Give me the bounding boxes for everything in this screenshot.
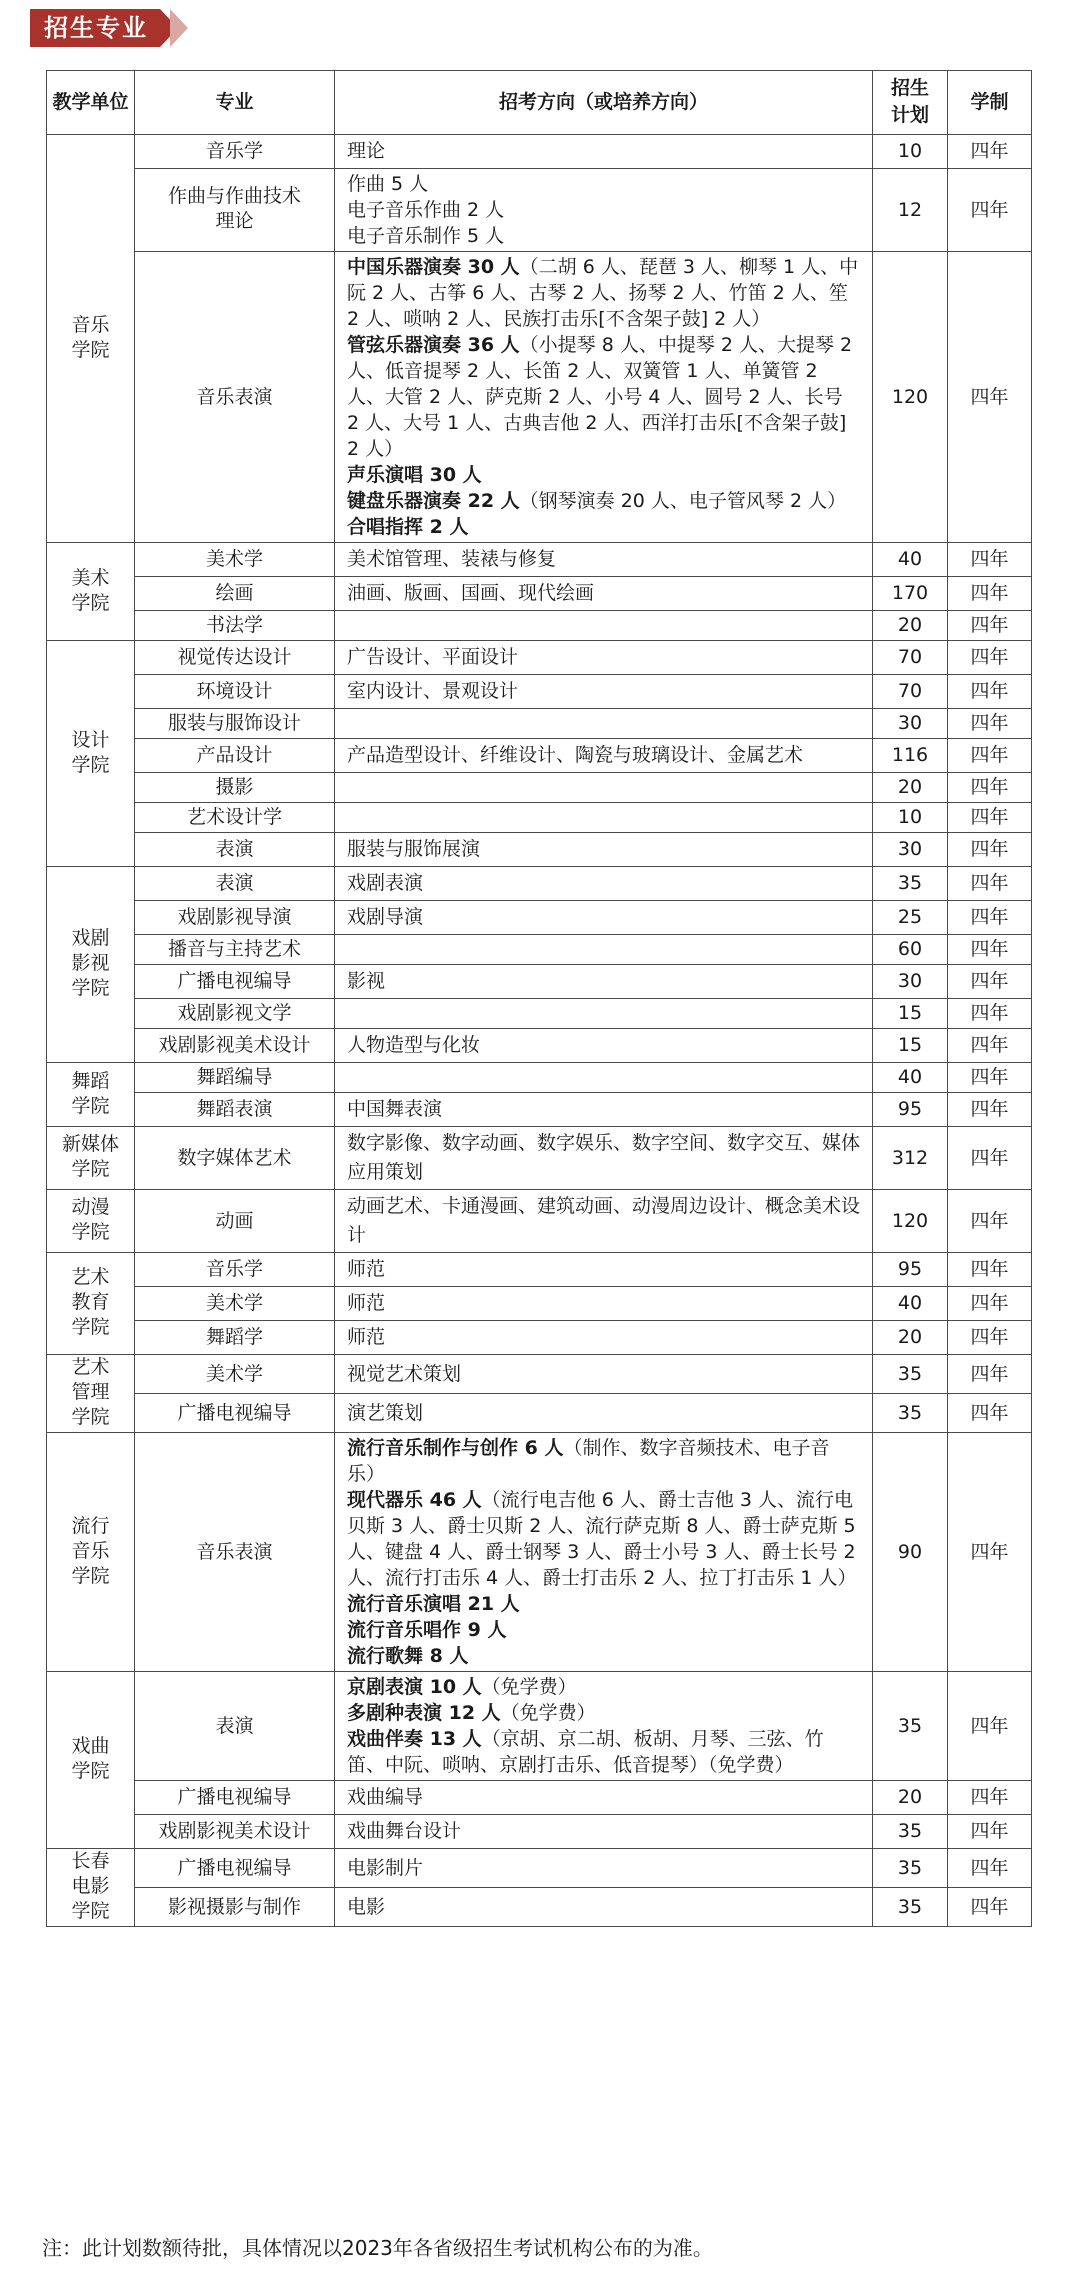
direction-cell: [335, 675, 873, 709]
major-name: 绘画: [215, 582, 254, 604]
college-name: 戏曲学院: [71, 1735, 110, 1782]
direction-cell: [335, 1672, 873, 1781]
direction-highlight: 中国乐器演奏 30 人: [347, 256, 520, 278]
direction-text: 服装与服饰展演: [347, 838, 481, 860]
college-name: 舞蹈学院: [71, 1069, 110, 1117]
major-cell: [135, 1433, 335, 1672]
plan-count: 20: [873, 611, 948, 641]
direction-cell: [335, 1781, 873, 1815]
plan-count: 95: [873, 1093, 948, 1127]
major-cell: [135, 901, 335, 935]
direction-cell: [335, 611, 873, 641]
table-row: [47, 1127, 1032, 1190]
direction-text: （京胡、京二胡、板胡、月琴、三弦、竹笛、中阮、唢呐、京剧打击乐、低音提琴）（免学费）: [347, 1728, 824, 1776]
study-years: 四年: [948, 1190, 1032, 1253]
study-years: 四年: [948, 252, 1032, 543]
study-years: 四年: [948, 1815, 1032, 1849]
major-name: 书法学: [205, 614, 263, 636]
major-cell: [135, 169, 335, 252]
table-row: [47, 1093, 1032, 1127]
plan-count: 12: [873, 169, 948, 252]
college-cell: [47, 1127, 135, 1190]
table-row: [47, 1849, 1032, 1888]
study-years: 四年: [948, 675, 1032, 709]
direction-highlight: 声乐演唱 30 人: [347, 464, 482, 486]
college-name: 新媒体学院: [61, 1133, 119, 1180]
plan-count: 30: [873, 709, 948, 739]
direction-cell: [335, 641, 873, 675]
direction-cell: [335, 1815, 873, 1849]
plan-count: 20: [873, 1321, 948, 1355]
major-name: 作曲与作曲技术理论: [167, 185, 301, 232]
direction-highlight: 现代器乐 46 人: [347, 1489, 482, 1511]
direction-cell: [335, 252, 873, 543]
plan-count: 70: [873, 675, 948, 709]
study-years: 四年: [948, 867, 1032, 901]
college-cell: [47, 135, 135, 543]
direction-cell: [335, 999, 873, 1029]
study-years: 四年: [948, 709, 1032, 739]
study-years: 四年: [948, 1433, 1032, 1672]
major-name: 戏剧影视导演: [177, 906, 292, 928]
major-cell: [135, 1888, 335, 1927]
table-row: [47, 1287, 1032, 1321]
major-cell: [135, 641, 335, 675]
major-name: 艺术设计学: [186, 806, 282, 828]
plan-count: 40: [873, 1287, 948, 1321]
plan-count: 15: [873, 999, 948, 1029]
plan-count: 35: [873, 1888, 948, 1927]
direction-text: 戏剧表演: [347, 872, 424, 894]
direction-text: 戏曲编导: [347, 1786, 424, 1808]
enrollment-table: [46, 70, 1032, 1927]
major-cell: [135, 1672, 335, 1781]
study-years: 四年: [948, 833, 1032, 867]
college-cell: [47, 1063, 135, 1127]
direction-text: 理论: [347, 140, 386, 162]
major-cell: [135, 1063, 335, 1093]
major-name: 音乐表演: [196, 1540, 273, 1563]
major-cell: [135, 1287, 335, 1321]
direction-text: 视觉艺术策划: [347, 1362, 462, 1385]
direction-cell: [335, 1321, 873, 1355]
table-row: [47, 867, 1032, 901]
college-name: 设计学院: [71, 728, 110, 776]
college-name: 流行音乐学院: [71, 1514, 110, 1587]
direction-text: 电影: [347, 1895, 386, 1918]
major-cell: [135, 1253, 335, 1287]
plan-count: 70: [873, 641, 948, 675]
major-cell: [135, 252, 335, 543]
plan-count: 120: [873, 1190, 948, 1253]
direction-highlight: 京剧表演 10 人: [347, 1676, 482, 1698]
table-row: [47, 252, 1032, 543]
study-years: 四年: [948, 965, 1032, 999]
header-plan: [873, 71, 948, 135]
college-cell: [47, 641, 135, 867]
table-row: [47, 1253, 1032, 1287]
study-years: 四年: [948, 1321, 1032, 1355]
direction-text: 演艺策划: [347, 1401, 424, 1424]
plan-count: 40: [873, 543, 948, 577]
college-name: 动漫学院: [71, 1196, 110, 1243]
plan-count: 95: [873, 1253, 948, 1287]
direction-highlight: 戏曲伴奏 13 人: [347, 1728, 482, 1750]
table-row: [47, 169, 1032, 252]
direction-cell: [335, 965, 873, 999]
direction-cell: [335, 1253, 873, 1287]
direction-text: （制作、数字音频技术、电子音乐）: [347, 1437, 830, 1485]
major-name: 美术学: [205, 1292, 263, 1314]
direction-text: 油画、版画、国画、现代绘画: [347, 582, 595, 604]
direction-highlight: 流行音乐演唱 21 人: [347, 1593, 520, 1615]
study-years: 四年: [948, 1355, 1032, 1394]
major-cell: [135, 1029, 335, 1063]
direction-highlight: 流行音乐制作与创作 6 人: [347, 1437, 564, 1459]
table-row: [47, 1063, 1032, 1093]
college-cell: [47, 1253, 135, 1355]
table-header-row: [47, 71, 1032, 135]
college-cell: [47, 1433, 135, 1672]
study-years: 四年: [948, 1394, 1032, 1433]
table-row: [47, 739, 1032, 773]
section-title: 招生专业: [30, 9, 160, 47]
study-years: 四年: [948, 1127, 1032, 1190]
header-plan-label: 招生计划: [890, 77, 929, 126]
major-name: 舞蹈编导: [196, 1066, 273, 1088]
major-name: 摄影: [215, 776, 254, 798]
direction-cell: [335, 1029, 873, 1063]
table-row: [47, 1888, 1032, 1927]
study-years: 四年: [948, 901, 1032, 935]
direction-cell: [335, 803, 873, 833]
plan-count: 20: [873, 773, 948, 803]
major-cell: [135, 1815, 335, 1849]
table-row: [47, 1672, 1032, 1781]
major-cell: [135, 135, 335, 169]
college-cell: [47, 1849, 135, 1927]
header-direction: 招考方向（或培养方向）: [335, 71, 873, 135]
study-years: 四年: [948, 1029, 1032, 1063]
major-cell: [135, 1093, 335, 1127]
direction-text: （免学费）: [500, 1702, 596, 1724]
direction-cell: [335, 833, 873, 867]
plan-count: 35: [873, 1394, 948, 1433]
direction-highlight: 管弦乐器演奏 36 人: [347, 334, 520, 356]
direction-text: 中国舞表演: [347, 1098, 443, 1120]
major-cell: [135, 611, 335, 641]
table-row: [47, 641, 1032, 675]
major-cell: [135, 773, 335, 803]
major-cell: [135, 1127, 335, 1190]
direction-cell: [335, 1849, 873, 1888]
plan-count: 35: [873, 1849, 948, 1888]
direction-highlight: 合唱指挥 2 人: [347, 516, 469, 538]
direction-text: （流行电吉他 6 人、爵士吉他 3 人、流行电贝斯 3 人、爵士贝斯 2 人、流行萨克斯 8 人、爵士萨克斯 5 人、键盘 4 人、爵士钢琴 3 人、爵士小号 3 人、爵士长号 2 人、流行打击乐 4 人、爵士打击乐 2 人、拉丁打击乐 1 人）: [347, 1489, 857, 1589]
college-name: 音乐学院: [71, 313, 110, 361]
major-name: 环境设计: [196, 680, 273, 702]
major-name: 视觉传达设计: [177, 646, 292, 668]
table-row: [47, 543, 1032, 577]
study-years: 四年: [948, 1672, 1032, 1781]
college-cell: [47, 1672, 135, 1849]
direction-cell: [335, 543, 873, 577]
direction-text: 数字影像、数字动画、数字娱乐、数字空间、数字交互、媒体应用策划: [347, 1132, 861, 1183]
direction-cell: [335, 1063, 873, 1093]
table-row: [47, 965, 1032, 999]
direction-text: 产品造型设计、纤维设计、陶瓷与玻璃设计、金属艺术: [347, 744, 804, 766]
major-name: 服装与服饰设计: [167, 712, 301, 734]
study-years: 四年: [948, 1781, 1032, 1815]
major-cell: [135, 935, 335, 965]
major-cell: [135, 739, 335, 773]
direction-cell: [335, 1093, 873, 1127]
major-name: 动画: [215, 1209, 254, 1232]
direction-text: （免学费）: [481, 1676, 577, 1698]
major-cell: [135, 675, 335, 709]
college-name: 美术学院: [71, 566, 110, 614]
study-years: 四年: [948, 803, 1032, 833]
major-cell: [135, 999, 335, 1029]
major-name: 影视摄影与制作: [167, 1895, 301, 1918]
major-name: 舞蹈学: [205, 1326, 263, 1348]
major-cell: [135, 577, 335, 611]
study-years: 四年: [948, 577, 1032, 611]
college-name: 艺术管理学院: [71, 1356, 110, 1428]
major-cell: [135, 543, 335, 577]
direction-text: 人物造型与化妆: [347, 1034, 481, 1056]
major-name: 戏剧影视美术设计: [158, 1820, 311, 1842]
table-row: [47, 1029, 1032, 1063]
study-years: 四年: [948, 543, 1032, 577]
plan-count: 35: [873, 1355, 948, 1394]
table-row: [47, 1815, 1032, 1849]
direction-cell: [335, 1127, 873, 1190]
plan-count: 35: [873, 867, 948, 901]
major-cell: [135, 1849, 335, 1888]
major-cell: [135, 1781, 335, 1815]
table-row: [47, 1190, 1032, 1253]
direction-highlight: 流行音乐唱作 9 人: [347, 1619, 507, 1641]
direction-cell: [335, 1287, 873, 1321]
direction-text: 师范: [347, 1258, 386, 1280]
direction-cell: [335, 1433, 873, 1672]
major-cell: [135, 1321, 335, 1355]
major-name: 表演: [215, 838, 254, 860]
major-name: 戏剧影视文学: [177, 1002, 292, 1024]
direction-text: 师范: [347, 1326, 386, 1348]
plan-count: 60: [873, 935, 948, 965]
major-name: 音乐表演: [196, 385, 273, 408]
direction-cell: [335, 935, 873, 965]
direction-highlight: 流行歌舞 8 人: [347, 1645, 469, 1667]
plan-count: 30: [873, 965, 948, 999]
college-cell: [47, 1355, 135, 1433]
table-row: [47, 1433, 1032, 1672]
direction-text: 美术馆管理、装裱与修复: [347, 548, 557, 570]
direction-text: 戏曲舞台设计: [347, 1820, 462, 1842]
major-name: 广播电视编导: [177, 1856, 292, 1879]
direction-text: 电子音乐制作 5 人: [347, 225, 505, 247]
direction-cell: [335, 773, 873, 803]
direction-text: 广告设计、平面设计: [347, 646, 519, 668]
plan-count: 10: [873, 135, 948, 169]
table-row: [47, 675, 1032, 709]
plan-count: 15: [873, 1029, 948, 1063]
study-years: 四年: [948, 739, 1032, 773]
plan-count: 116: [873, 739, 948, 773]
major-name: 音乐学: [205, 140, 263, 162]
major-cell: [135, 1190, 335, 1253]
direction-cell: [335, 1394, 873, 1433]
college-name: 戏剧影视学院: [71, 927, 110, 999]
major-cell: [135, 709, 335, 739]
direction-text: 师范: [347, 1292, 386, 1314]
table-row: [47, 935, 1032, 965]
study-years: 四年: [948, 641, 1032, 675]
study-years: 四年: [948, 935, 1032, 965]
plan-count: 25: [873, 901, 948, 935]
major-name: 表演: [215, 1714, 254, 1737]
plan-count: 30: [873, 833, 948, 867]
plan-count: 312: [873, 1127, 948, 1190]
plan-count: 120: [873, 252, 948, 543]
header-major: 专业: [135, 71, 335, 135]
major-name: 数字媒体艺术: [177, 1146, 292, 1169]
direction-cell: [335, 1355, 873, 1394]
direction-cell: [335, 1888, 873, 1927]
direction-cell: [335, 135, 873, 169]
major-cell: [135, 1394, 335, 1433]
direction-cell: [335, 867, 873, 901]
college-cell: [47, 1190, 135, 1253]
direction-cell: [335, 1190, 873, 1253]
college-cell: [47, 867, 135, 1063]
plan-count: 20: [873, 1781, 948, 1815]
section-banner: [30, 8, 188, 48]
direction-highlight: 多剧种表演 12 人: [347, 1702, 501, 1724]
study-years: 四年: [948, 169, 1032, 252]
direction-cell: [335, 169, 873, 252]
table-row: [47, 1355, 1032, 1394]
direction-text: 电子音乐作曲 2 人: [347, 199, 505, 221]
direction-text: 电影制片: [347, 1856, 424, 1879]
major-cell: [135, 965, 335, 999]
plan-count: 170: [873, 577, 948, 611]
table-row: [47, 1394, 1032, 1433]
college-cell: [47, 543, 135, 641]
study-years: 四年: [948, 611, 1032, 641]
table-row: [47, 577, 1032, 611]
direction-text: （小提琴 8 人、中提琴 2 人、大提琴 2 人、低音提琴 2 人、长笛 2 人、双簧管 1 人、单簧管 2 人、大管 2 人、萨克斯 2 人、小号 4 人、圆号 2 人、长号 2 人、大号 1 人、古典吉他 2 人、西洋打击乐[不含架子鼓] 2 人）: [347, 334, 853, 460]
study-years: 四年: [948, 1063, 1032, 1093]
table-row: [47, 709, 1032, 739]
table-row: [47, 773, 1032, 803]
direction-cell: [335, 577, 873, 611]
table-row: [47, 611, 1032, 641]
study-years: 四年: [948, 1849, 1032, 1888]
major-name: 美术学: [205, 1362, 263, 1385]
header-years: 学制: [948, 71, 1032, 135]
major-cell: [135, 803, 335, 833]
major-name: 戏剧影视美术设计: [158, 1034, 311, 1056]
college-name: 艺术教育学院: [71, 1266, 110, 1338]
major-name: 广播电视编导: [177, 970, 292, 992]
direction-cell: [335, 709, 873, 739]
table-row: [47, 803, 1032, 833]
table-row: [47, 901, 1032, 935]
major-name: 美术学: [205, 548, 263, 570]
major-cell: [135, 867, 335, 901]
major-name: 音乐学: [205, 1258, 263, 1280]
direction-text: 室内设计、景观设计: [347, 680, 519, 702]
footnote: 注：此计划数额待批，具体情况以2023年各省级招生考试机构公布的为准。: [42, 2236, 713, 2260]
banner-arrow-icon: [170, 9, 188, 47]
study-years: 四年: [948, 999, 1032, 1029]
direction-text: 戏剧导演: [347, 906, 424, 928]
table-row: [47, 999, 1032, 1029]
direction-text: （钢琴演奏 20 人、电子管风琴 2 人）: [519, 490, 847, 512]
major-cell: [135, 1355, 335, 1394]
college-name: 长春电影学院: [71, 1850, 110, 1922]
major-name: 表演: [215, 872, 254, 894]
plan-count: 10: [873, 803, 948, 833]
direction-text: 影视: [347, 970, 386, 992]
plan-count: 40: [873, 1063, 948, 1093]
study-years: 四年: [948, 773, 1032, 803]
study-years: 四年: [948, 1287, 1032, 1321]
header-unit: 教学单位: [47, 71, 135, 135]
table-row: [47, 1781, 1032, 1815]
direction-text: （二胡 6 人、琵琶 3 人、柳琴 1 人、中阮 2 人、古筝 6 人、古琴 2 人、扬琴 2 人、竹笛 2 人、笙 2 人、唢呐 2 人、民族打击乐[不含架子鼓] 2 人）: [347, 256, 859, 330]
major-name: 产品设计: [196, 744, 273, 766]
study-years: 四年: [948, 1093, 1032, 1127]
table-row: [47, 1321, 1032, 1355]
direction-highlight: 键盘乐器演奏 22 人: [347, 490, 520, 512]
table-row: [47, 135, 1032, 169]
direction-cell: [335, 901, 873, 935]
study-years: 四年: [948, 1253, 1032, 1287]
plan-count: 35: [873, 1815, 948, 1849]
major-name: 播音与主持艺术: [167, 938, 301, 960]
table-row: [47, 833, 1032, 867]
direction-cell: [335, 739, 873, 773]
study-years: 四年: [948, 135, 1032, 169]
plan-count: 90: [873, 1433, 948, 1672]
major-cell: [135, 833, 335, 867]
study-years: 四年: [948, 1888, 1032, 1927]
direction-text: 作曲 5 人: [347, 173, 429, 195]
plan-count: 35: [873, 1672, 948, 1781]
major-name: 广播电视编导: [177, 1401, 292, 1424]
major-name: 广播电视编导: [177, 1786, 292, 1808]
major-name: 舞蹈表演: [196, 1098, 273, 1120]
direction-text: 动画艺术、卡通漫画、建筑动画、动漫周边设计、概念美术设计: [347, 1195, 861, 1246]
